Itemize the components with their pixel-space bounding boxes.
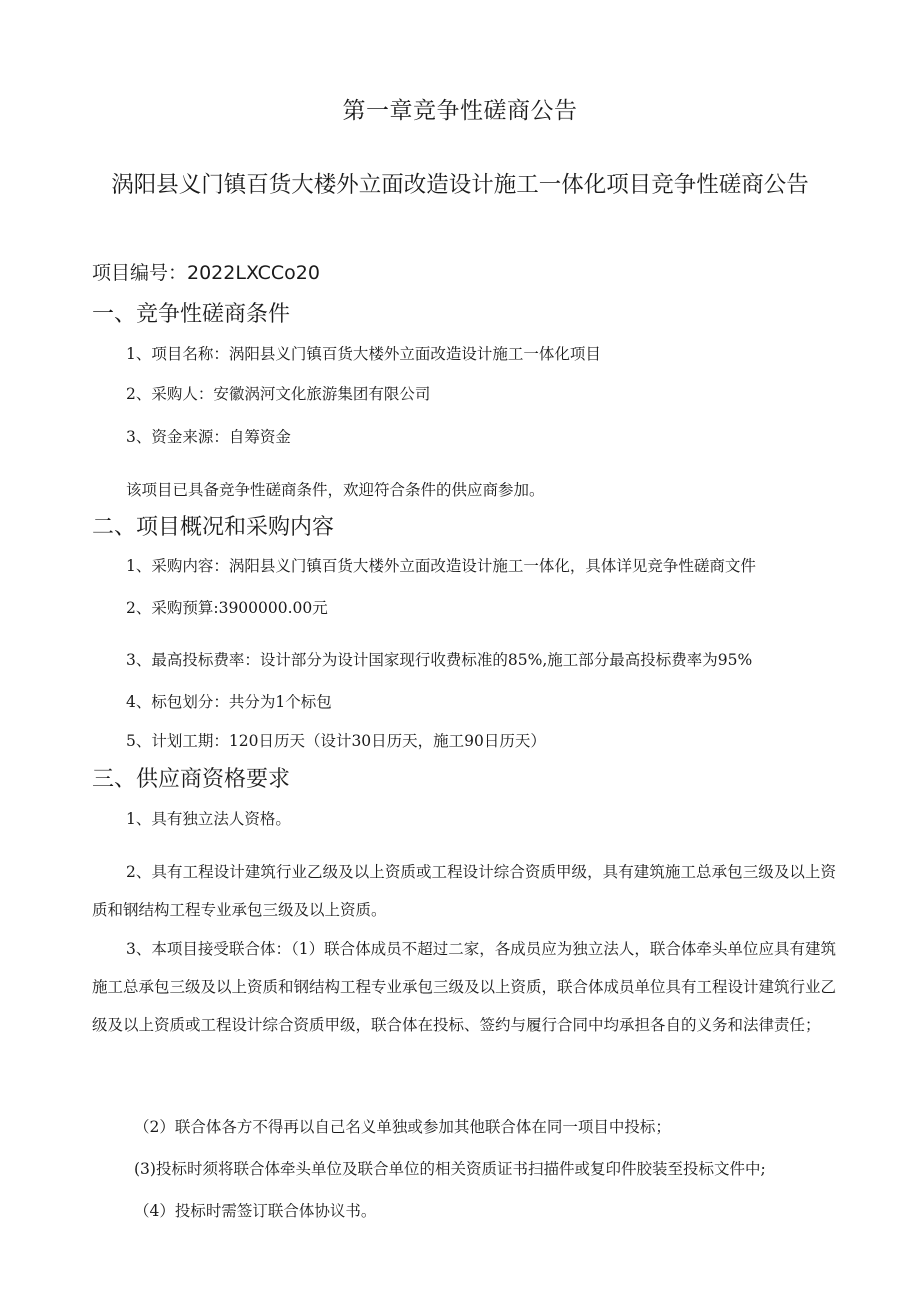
section-heading-qualifications: 三、供应商资格要求 — [92, 767, 291, 792]
section-heading-conditions: 一、竞争性磋商条件 — [92, 302, 291, 327]
overview-rate: 3、最高投标费率：设计部分为设计国家现行收费标准的85%,施工部分最高投标费率为95% — [126, 651, 753, 669]
consortium-rule-4: （4）投标时需签订联合体协议书。 — [134, 1202, 377, 1220]
qualification-certificates: 2、具有工程设计建筑行业乙级及以上资质或工程设计综合资质甲级，具有建筑施工总承包三级及以上资质和钢结构工程专业承包三级及以上资质。 — [92, 863, 836, 919]
overview-schedule: 5、计划工期：120日历天（设计30日历天，施工90日历天） — [126, 732, 546, 750]
consortium-rule-3: (3)投标时须将联合体牵头单位及联合单位的相关资质证书扫描件或复印件胶装至投标文件中; — [134, 1160, 766, 1178]
condition-note: 该项目已具备竞争性磋商条件，欢迎符合条件的供应商参加。 — [126, 481, 545, 499]
consortium-rule-2: （2）联合体各方不得再以自己名义单独或参加其他联合体在同一项目中投标； — [134, 1118, 671, 1136]
qualification-consortium: 3、本项目接受联合体：（1）联合体成员不超过二家，各成员应为独立法人，联合体牵头单位应具有建筑施工总承包三级及以上资质和钢结构工程专业承包三级及以上资质，联合体成员单位具有工程设计建筑行业乙级及以上资质或工程设计综合资质甲级，联合体在投标、签约与履行合同中均承担各自的义务和法律责任； — [92, 940, 837, 1034]
condition-fund-source: 3、资金来源：自筹资金 — [126, 428, 291, 446]
project-number: 项目编号：2022LXCCo20 — [92, 262, 320, 284]
overview-budget: 2、采购预算:3900000.00元 — [126, 599, 328, 617]
overview-content: 1、采购内容：涡阳县义门镇百货大楼外立面改造设计施工一体化，具体详见竞争性磋商文件 — [126, 557, 756, 575]
chapter-title: 第一章竞争性磋商公告 — [342, 98, 578, 124]
overview-lots: 4、标包划分：共分为1个标包 — [126, 693, 332, 711]
condition-purchaser: 2、采购人：安徽涡河文化旅游集团有限公司 — [126, 385, 431, 403]
qualification-legal-person: 1、具有独立法人资格。 — [126, 810, 291, 828]
notice-title: 涡阳县义门镇百货大楼外立面改造设计施工一体化项目竞争性磋商公告 — [111, 172, 809, 198]
condition-project-name: 1、项目名称：涡阳县义门镇百货大楼外立面改造设计施工一体化项目 — [126, 345, 601, 363]
section-heading-overview: 二、项目概况和采购内容 — [92, 515, 335, 540]
